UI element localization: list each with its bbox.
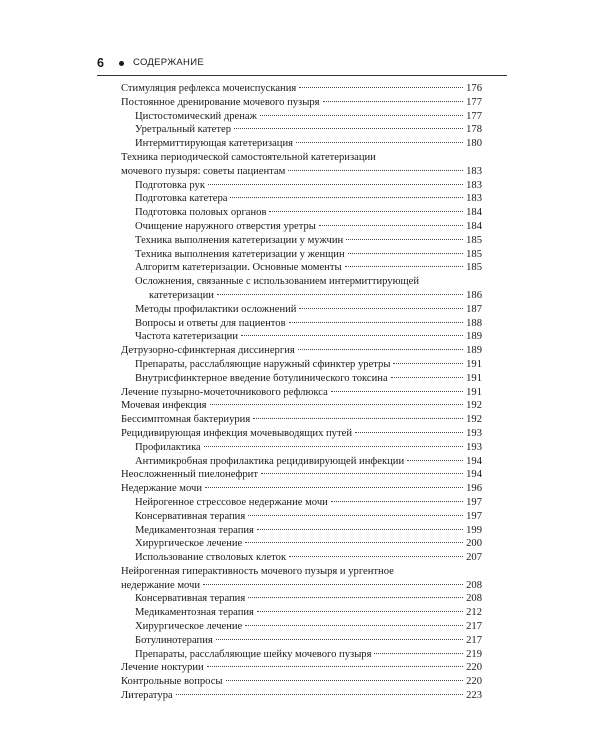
toc-entry-first-line: [121, 275, 482, 289]
leader-dots: [217, 294, 463, 295]
toc-entry-page: 183: [466, 165, 482, 177]
toc-entry-first-line: [121, 151, 482, 165]
leader-dots: [298, 349, 463, 350]
leader-dots: [245, 542, 463, 543]
toc-entry-page: 191: [466, 372, 482, 384]
toc-entry-page: 192: [466, 400, 482, 412]
toc-entry[interactable]: [121, 192, 482, 206]
toc-entry[interactable]: [121, 220, 482, 234]
leader-dots: [208, 184, 463, 185]
toc-entry[interactable]: [121, 689, 482, 703]
toc-entry[interactable]: [121, 455, 482, 469]
toc-entry[interactable]: [121, 96, 482, 110]
toc-entry[interactable]: [121, 648, 482, 662]
toc-entry-title: катетеризации: [149, 289, 214, 301]
toc-entry[interactable]: [121, 206, 482, 220]
toc-entry-title: Подготовка катетера: [135, 193, 228, 205]
header-rule: [97, 75, 507, 76]
leader-dots: [393, 363, 463, 364]
toc-entry-title: Ботулинотерапия: [135, 634, 213, 646]
toc-entry[interactable]: [121, 413, 482, 427]
toc-entry-title: Консервативная терапия: [135, 510, 246, 522]
toc-entry-title: Литература: [121, 690, 173, 702]
toc-entry-page: 185: [466, 262, 482, 274]
leader-dots: [331, 501, 463, 502]
toc-entry-page: 191: [466, 386, 482, 398]
toc-entry-page: 223: [466, 690, 482, 702]
leader-dots: [355, 432, 463, 433]
leader-dots: [296, 142, 463, 143]
toc-entry-title: Подготовка рук: [135, 179, 205, 191]
toc-entry-title: Препараты, расслабляющие шейку мочевого пузыря: [135, 648, 372, 660]
toc-entry-page: 193: [466, 427, 482, 439]
toc-entry-title: Частота катетеризации: [135, 331, 238, 343]
toc-entry-page: 188: [466, 317, 482, 329]
toc-entry-title: Контрольные вопросы: [121, 676, 223, 688]
toc-entry-page: 207: [466, 552, 482, 564]
toc-entry[interactable]: [121, 579, 482, 593]
toc-entry[interactable]: [121, 234, 482, 248]
toc-entry[interactable]: [121, 427, 482, 441]
toc-entry[interactable]: [121, 123, 482, 137]
toc-entry[interactable]: [121, 179, 482, 193]
toc-entry-title: Подготовка половых органов: [135, 207, 267, 219]
toc-entry-first-line: [121, 565, 482, 579]
toc-entry-title: Консервативная терапия: [135, 593, 246, 605]
leader-dots: [407, 460, 463, 461]
toc-entry-title: Цистостомический дренаж: [135, 110, 257, 122]
toc-entry[interactable]: [121, 358, 482, 372]
toc-entry[interactable]: [121, 372, 482, 386]
leader-dots: [248, 515, 463, 516]
toc-entry-title: Профилактика: [135, 441, 201, 453]
toc-entry-title: Использование стволовых клеток: [135, 552, 287, 564]
toc-entry[interactable]: [121, 261, 482, 275]
toc-entry[interactable]: [121, 620, 482, 634]
toc-entry-title: Техника выполнения катетеризации у женщин: [135, 248, 345, 260]
leader-dots: [331, 391, 463, 392]
toc-entry-page: 187: [466, 303, 482, 315]
leader-dots: [260, 115, 463, 116]
toc-entry-title: Хирургическое лечение: [135, 621, 243, 633]
toc-entry-page: 193: [466, 441, 482, 453]
running-header: [97, 55, 507, 71]
toc-entry-title: Недержание мочи: [121, 483, 203, 495]
toc-entry-page: 220: [466, 676, 482, 688]
leader-dots: [348, 253, 463, 254]
toc-entry-title: Препараты, расслабляющие наружный сфинктер уретры: [135, 358, 391, 370]
section-title: СОДЕРЖАНИЕ: [133, 57, 204, 68]
leader-dots: [323, 101, 463, 102]
toc-entry[interactable]: [121, 468, 482, 482]
leader-dots: [374, 653, 463, 654]
toc-entry-page: 217: [466, 634, 482, 646]
toc-entry-title: Детрузорно-сфинктерная диссинергия: [121, 345, 295, 357]
toc-entry[interactable]: [121, 289, 482, 303]
leader-dots: [288, 170, 463, 171]
toc-entry-title: Хирургическое лечение: [135, 538, 243, 550]
toc-entry-page: 183: [466, 179, 482, 191]
toc-entry-page: 178: [466, 124, 482, 136]
leader-dots: [205, 487, 463, 488]
toc-entry[interactable]: [121, 317, 482, 331]
toc-entry[interactable]: [121, 399, 482, 413]
toc-entry-title: Стимуляция рефлекса мочеиспускания: [121, 83, 297, 94]
toc-entry-title-line1: Техника периодической самостоятельной катетеризации: [121, 151, 376, 163]
toc-entry-title: Техника выполнения катетеризации у мужчин: [135, 234, 344, 246]
toc-entry-page: 212: [466, 607, 482, 619]
toc-entry[interactable]: [121, 634, 482, 648]
leader-dots: [176, 694, 463, 695]
toc-entry-page: 199: [466, 524, 482, 536]
toc-entry-page: 183: [466, 193, 482, 205]
toc-entry-title-line1: Осложнения, связанные с использованием интермиттирующей: [135, 276, 420, 288]
toc-entry[interactable]: [121, 524, 482, 538]
toc-entry[interactable]: [121, 510, 482, 524]
toc-entry-page: 177: [466, 110, 482, 122]
page-number: 6: [97, 56, 104, 70]
toc-entry[interactable]: [121, 592, 482, 606]
toc-entry-page: 177: [466, 96, 482, 108]
toc-entry-page: 200: [466, 538, 482, 550]
toc-entry-page: 208: [466, 593, 482, 605]
leader-dots: [234, 128, 463, 129]
toc-entry-page: 184: [466, 220, 482, 232]
leader-dots: [299, 308, 463, 309]
toc-entry[interactable]: [121, 165, 482, 179]
toc-entry-page: 192: [466, 414, 482, 426]
toc-entry-title: Лечение ноктурии: [121, 662, 204, 674]
toc-entry[interactable]: [121, 110, 482, 124]
toc-entry-title: Медикаментозная терапия: [135, 524, 254, 536]
toc-entry-title: недержание мочи: [121, 579, 201, 591]
toc-entry-page: 197: [466, 496, 482, 508]
toc-entry-title: Лечение пузырно-мочеточникового рефлюкса: [121, 386, 328, 398]
leader-dots: [248, 597, 463, 598]
toc-entry-page: 196: [466, 483, 482, 495]
leader-dots: [289, 322, 463, 323]
toc-entry-title: Постоянное дренирование мочевого пузыря: [121, 96, 320, 108]
table-of-contents: [121, 82, 482, 703]
toc-entry[interactable]: [121, 303, 482, 317]
toc-entry-page: 189: [466, 331, 482, 343]
toc-entry[interactable]: [121, 330, 482, 344]
toc-entry-page: 220: [466, 662, 482, 674]
toc-entry[interactable]: [121, 675, 482, 689]
toc-entry[interactable]: [121, 661, 482, 675]
leader-dots: [204, 446, 463, 447]
toc-entry[interactable]: [121, 248, 482, 262]
toc-entry-page: 194: [466, 469, 482, 481]
toc-entry-title: Бессимптомная бактериурия: [121, 414, 251, 426]
toc-entry-page: 186: [466, 289, 482, 301]
leader-dots: [241, 335, 463, 336]
toc-entry-page: 208: [466, 579, 482, 591]
toc-entry-page: 176: [466, 83, 482, 94]
toc-entry-page: 194: [466, 455, 482, 467]
leader-dots: [261, 473, 463, 474]
toc-entry[interactable]: [121, 441, 482, 455]
leader-dots: [203, 584, 463, 585]
toc-entry-title: Вопросы и ответы для пациентов: [135, 317, 286, 329]
toc-entry-title: мочевого пузыря: советы пациентам: [121, 165, 286, 177]
toc-entry-page: 184: [466, 207, 482, 219]
toc-entry[interactable]: [121, 551, 482, 565]
toc-entry-title: Интермиттирующая катетеризация: [135, 138, 293, 150]
leader-dots: [207, 666, 463, 667]
toc-entry-title: Антимикробная профилактика рецидивирующей инфекции: [135, 455, 405, 467]
toc-entry[interactable]: [121, 496, 482, 510]
toc-entry-page: 217: [466, 621, 482, 633]
toc-entry-title: Очищение наружного отверстия уретры: [135, 220, 316, 232]
toc-entry-page: 185: [466, 248, 482, 260]
leader-dots: [289, 556, 463, 557]
toc-entry[interactable]: [121, 482, 482, 496]
leader-dots: [345, 266, 463, 267]
leader-dots: [319, 225, 463, 226]
toc-entry[interactable]: [121, 537, 482, 551]
leader-dots: [257, 611, 463, 612]
leader-dots: [216, 639, 463, 640]
toc-entry[interactable]: [121, 137, 482, 151]
toc-entry-title-line1: Нейрогенная гиперактивность мочевого пузыря и ургентное: [121, 565, 394, 577]
toc-entry-title: Мочевая инфекция: [121, 400, 207, 412]
toc-entry-title: Медикаментозная терапия: [135, 607, 254, 619]
toc-entry-title: Внутрисфинктерное введение ботулинического токсина: [135, 372, 388, 384]
toc-entry-title: Алгоритм катетеризации. Основные моменты: [135, 262, 342, 274]
leader-dots: [299, 87, 463, 88]
leader-dots: [226, 680, 463, 681]
toc-entry-page: 189: [466, 345, 482, 357]
toc-entry[interactable]: [121, 344, 482, 358]
leader-dots: [391, 377, 463, 378]
leader-dots: [257, 529, 463, 530]
toc-entry-title: Нейрогенное стрессовое недержание мочи: [135, 496, 328, 508]
leader-dots: [245, 625, 463, 626]
toc-entry[interactable]: [121, 606, 482, 620]
toc-entry-page: 185: [466, 234, 482, 246]
leader-dots: [210, 404, 463, 405]
toc-entry[interactable]: [121, 386, 482, 400]
toc-entry-page: 219: [466, 648, 482, 660]
toc-entry-title: Неосложненный пиелонефрит: [121, 469, 258, 481]
toc-entry[interactable]: [121, 82, 482, 96]
toc-entry-title: Рецидивирующая инфекция мочевыводящих путей: [121, 427, 352, 439]
toc-entry-page: 197: [466, 510, 482, 522]
toc-entry-page: 191: [466, 358, 482, 370]
leader-dots: [346, 239, 463, 240]
toc-entry-page: 180: [466, 138, 482, 150]
toc-entry-title: Уретральный катетер: [135, 124, 232, 136]
leader-dots: [230, 197, 463, 198]
toc-entry-title: Методы профилактики осложнений: [135, 303, 297, 315]
leader-dots: [269, 211, 463, 212]
bullet-icon: [119, 61, 124, 66]
leader-dots: [253, 418, 463, 419]
